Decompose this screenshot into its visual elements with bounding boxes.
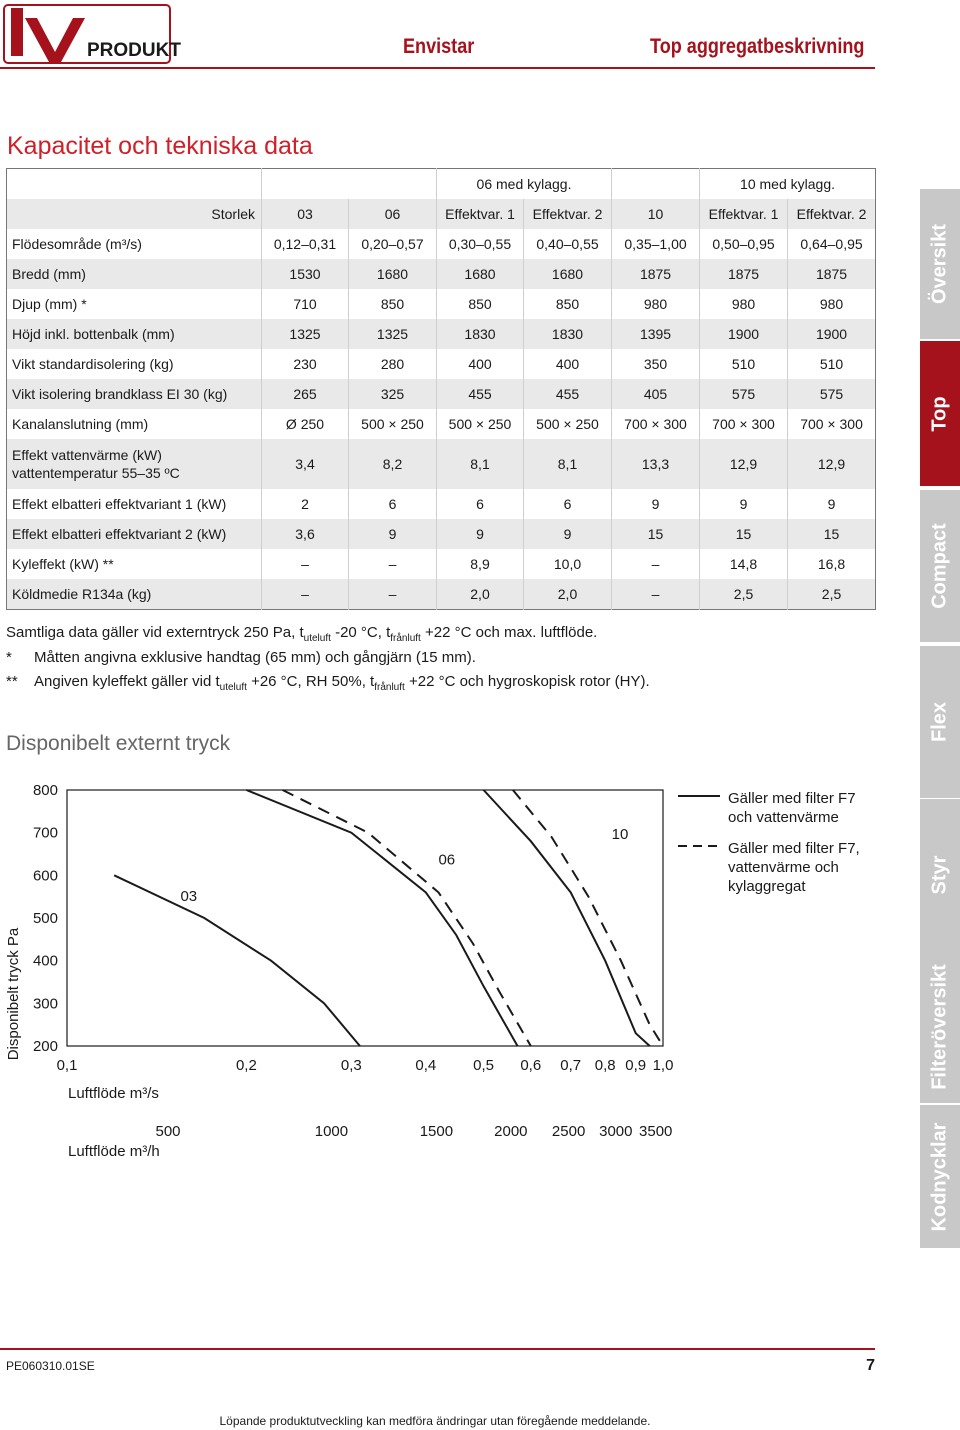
table-cell: 0,50–0,95: [700, 229, 788, 259]
row-label: Kanalanslutning (mm): [12, 416, 149, 432]
footer-rule: [0, 1348, 875, 1350]
x-tick-label: 0,2: [235, 1057, 257, 1074]
table-cell: 1900: [788, 319, 876, 349]
table-cell: 850: [524, 289, 612, 319]
table-cell: 9: [700, 489, 788, 519]
tab-label: Flex: [928, 701, 951, 743]
x2-tick-label: 500: [155, 1123, 181, 1140]
table-row: [7, 489, 876, 519]
col-header: 06: [349, 199, 437, 229]
table-cell: 2: [262, 489, 349, 519]
table-cell: 325: [349, 379, 437, 409]
note-cooling: ** Angiven kyleffekt gäller vid $t_{uteluft} +26$ °C, RH 50%, $t_{frånluft} +22$ °C och hygroskopisk rotor (HY).: [6, 673, 650, 693]
row-label: Effekt elbatteri effektvariant 1 (kW): [12, 496, 227, 512]
x2-tick-label: 1500: [419, 1123, 454, 1140]
table-cell: 1830: [437, 319, 524, 349]
tab-label: Filteröversikt: [928, 964, 951, 1090]
table-cell: 850: [349, 289, 437, 319]
table-cell: 0,30–0,55: [437, 229, 524, 259]
table-row: [7, 519, 876, 549]
tab-flex[interactable]: [920, 646, 960, 798]
table-row: [7, 409, 876, 439]
y-axis-label: Disponibelt tryck Pa: [5, 927, 22, 1061]
tab-label: Styr: [928, 855, 951, 895]
x-tick-label: 1,0: [652, 1057, 674, 1074]
page-number: 7: [866, 1357, 875, 1374]
table-cell: 230: [262, 349, 349, 379]
table-cell: 9: [349, 519, 437, 549]
table-cell: 2,5: [788, 579, 876, 610]
tab-label: Compact: [928, 523, 951, 609]
x2-tick-label: 1000: [314, 1123, 349, 1140]
table-cell: 9: [437, 519, 524, 549]
curve-label: 06: [438, 851, 456, 869]
table-cell: 8,1: [524, 439, 612, 489]
series-line-06-solid: [246, 790, 517, 1046]
table-cell: 575: [788, 379, 876, 409]
table-cell: 2,0: [524, 579, 612, 610]
table-row: [7, 259, 876, 289]
table-cell: 3,6: [262, 519, 349, 549]
page-heading: Kapacitet och tekniska data: [7, 132, 313, 160]
tab-label: Översikt: [928, 223, 951, 305]
table-cell: 1875: [700, 259, 788, 289]
x-axis-label: Luftflöde m³/s: [68, 1085, 159, 1102]
col-header: Effektvar. 2: [788, 199, 876, 229]
curve-label: 03: [180, 887, 198, 905]
y-tick-label: 700: [32, 824, 58, 842]
table-cell: 980: [788, 289, 876, 319]
disclaimer: Löpande produktutveckling kan medföra ändringar utan föregående meddelande.: [219, 1414, 651, 1428]
table-row: [7, 549, 876, 579]
note-conditions: Samtliga data gäller vid externtryck 250 Pa, $t_{uteluft}$ -20 °C, $t_{frånluft} +22$ °C och max. luftflöde.: [6, 624, 598, 644]
col-header: 03: [262, 199, 349, 229]
table-cell: 15: [612, 519, 700, 549]
table-cell: 280: [349, 349, 437, 379]
x-tick-label: 0,9: [625, 1057, 647, 1074]
x2-axis-label: Luftflöde m³/h: [68, 1143, 160, 1160]
table-row: [7, 349, 876, 379]
row-label: Vikt isolering brandklass EI 30 (kg): [7, 379, 262, 409]
row-label: Flödesområde (m³/s): [12, 236, 142, 252]
table-cell: 405: [612, 379, 700, 409]
table-cell: 980: [700, 289, 788, 319]
table-cell: 6: [437, 489, 524, 519]
table-cell: –: [349, 579, 437, 610]
table-group-header-row: [7, 169, 876, 200]
curve-label: 10: [611, 826, 629, 844]
table-cell: 850: [437, 289, 524, 319]
table-cell: 1325: [349, 319, 437, 349]
table-row: [7, 319, 876, 349]
group-header-10: 10 med kylagg.: [700, 169, 876, 200]
row-label: Effekt vattenvärme (kW) vattentemperatur 55–35 ºC: [7, 439, 262, 489]
table-cell: –: [349, 549, 437, 579]
table-cell: –: [262, 579, 349, 610]
table-cell: 1875: [788, 259, 876, 289]
table-cell: –: [262, 549, 349, 579]
table-cell: 6: [524, 489, 612, 519]
col-header: Effektvar. 2: [524, 199, 612, 229]
x-tick-label: 0,5: [473, 1057, 495, 1074]
table-cell: 10,0: [524, 549, 612, 579]
x2-tick-label: 2000: [494, 1123, 528, 1140]
table-row: [7, 229, 876, 259]
x-tick-label: 0,7: [560, 1057, 582, 1074]
x-tick-label: 0,1: [56, 1057, 78, 1074]
col-header: 10: [612, 199, 700, 229]
row-label: Höjd inkl. bottenbalk (mm): [7, 319, 262, 349]
y-tick-label: 300: [32, 995, 58, 1013]
tab-filteröversikt[interactable]: [920, 951, 960, 1103]
row-label: Effekt elbatteri effektvariant 2 (kW): [7, 519, 262, 549]
table-cell: 500 × 250: [437, 409, 524, 439]
product-title: Envistar: [403, 35, 475, 58]
table-cell: 6: [349, 489, 437, 519]
chart-legend: [678, 790, 860, 895]
table-cell: 8,2: [349, 439, 437, 489]
chart-heading: Disponibelt externt tryck: [6, 732, 231, 755]
table-cell: 350: [612, 349, 700, 379]
x2-tick-label: 2500: [551, 1123, 586, 1140]
x2-tick-label: 3000: [599, 1123, 633, 1140]
row-label: Bredd (mm): [7, 259, 262, 289]
tab-top[interactable]: [920, 341, 960, 486]
col-header-storlek: Storlek: [7, 199, 262, 229]
table-cell: 1875: [612, 259, 700, 289]
table-cell: 700 × 300: [788, 409, 876, 439]
col-header: Effektvar. 1: [700, 199, 788, 229]
header-rule: [0, 67, 875, 69]
series-line-03-solid: [114, 875, 360, 1046]
note-dimensions: * Måtten angivna exklusive handtag (65 mm) och gångjärn (15 mm).: [6, 649, 476, 666]
iv-produkt-logo: [3, 4, 181, 64]
tab-översikt[interactable]: [920, 189, 960, 339]
table-cell: 2,0: [437, 579, 524, 610]
table-cell: 9: [788, 489, 876, 519]
pressure-chart: [0, 770, 880, 1170]
plot-frame: [67, 790, 663, 1046]
table-row: [7, 579, 876, 610]
table-cell: 3,4: [262, 439, 349, 489]
series-line-10-dashed: [513, 790, 663, 1046]
table-row: [7, 379, 876, 409]
table-cell: 8,1: [437, 439, 524, 489]
table-cell: 15: [788, 519, 876, 549]
table-row: [7, 289, 876, 319]
table-cell: 0,12–0,31: [262, 229, 349, 259]
table-cell: 1680: [524, 259, 612, 289]
table-cell: 1530: [262, 259, 349, 289]
table-cell: 0,20–0,57: [349, 229, 437, 259]
tab-compact[interactable]: [920, 490, 960, 642]
table-cell: 265: [262, 379, 349, 409]
table-cell: 2,5: [700, 579, 788, 610]
x-tick-label: 0,4: [415, 1057, 437, 1074]
table-cell: 1325: [262, 319, 349, 349]
table-cell: 1900: [700, 319, 788, 349]
y-tick-label: 500: [32, 910, 58, 927]
table-cell: 500 × 250: [524, 409, 612, 439]
table-cell: 1830: [524, 319, 612, 349]
row-label: Djup (mm) *: [12, 296, 87, 312]
series-line-06-dashed: [283, 790, 531, 1046]
x2-tick-label: 3500: [639, 1123, 673, 1140]
y-tick-label: 400: [32, 952, 58, 970]
table-cell: 16,8: [788, 549, 876, 579]
table-cell: 8,9: [437, 549, 524, 579]
x-tick-label: 0,8: [594, 1057, 616, 1074]
table-cell: 700 × 300: [700, 409, 788, 439]
table-cell: 9: [524, 519, 612, 549]
section-title: Top aggregatbeskrivning: [650, 35, 865, 58]
tab-label: Top: [928, 395, 951, 432]
group-header-06: 06 med kylagg.: [437, 169, 612, 200]
table-cell: 1680: [437, 259, 524, 289]
y-tick-label: 200: [32, 1038, 58, 1055]
document-code: PE060310.01SE: [6, 1359, 95, 1373]
table-cell: 455: [437, 379, 524, 409]
table-cell: 510: [788, 349, 876, 379]
table-cell: 500 × 250: [349, 409, 437, 439]
y-tick-label: 800: [32, 782, 58, 799]
table-cell: 13,3: [612, 439, 700, 489]
table-cell: Ø 250: [262, 409, 349, 439]
row-label: Köldmedie R134a (kg): [7, 579, 262, 610]
table-cell: 700 × 300: [612, 409, 700, 439]
table-cell: 1395: [612, 319, 700, 349]
table-cell: 400: [437, 349, 524, 379]
table-cell: 710: [262, 289, 349, 319]
tab-styr[interactable]: [920, 799, 960, 951]
table-cell: 510: [700, 349, 788, 379]
legend-label: Gäller med filter F7 och vattenvärme: [728, 790, 856, 826]
y-tick-label: 600: [32, 867, 58, 885]
x-tick-label: 0,6: [520, 1057, 542, 1074]
table-column-header-row: [7, 199, 876, 229]
legend-label: Gäller med filter F7, vattenvärme och kylaggregat: [728, 840, 860, 895]
table-cell: 9: [612, 489, 700, 519]
table-cell: 12,9: [700, 439, 788, 489]
table-cell: 12,9: [788, 439, 876, 489]
table-cell: 0,40–0,55: [524, 229, 612, 259]
x-tick-label: 0,3: [340, 1057, 362, 1074]
logo-wordmark: PRODUKT: [87, 40, 181, 61]
table-cell: 455: [524, 379, 612, 409]
col-header: Effektvar. 1: [437, 199, 524, 229]
row-label: Kyleffekt (kW) **: [12, 556, 114, 572]
spec-table: [6, 168, 876, 610]
table-cell: 575: [700, 379, 788, 409]
tab-label: Kodnycklar: [928, 1122, 951, 1231]
tab-kodnycklar[interactable]: [920, 1105, 960, 1248]
row-label: Vikt standardisolering (kg): [12, 356, 174, 372]
table-cell: 15: [700, 519, 788, 549]
table-row: [7, 439, 876, 489]
table-cell: 0,64–0,95: [788, 229, 876, 259]
table-cell: –: [612, 549, 700, 579]
table-cell: 400: [524, 349, 612, 379]
table-cell: 14,8: [700, 549, 788, 579]
table-cell: 0,35–1,00: [612, 229, 700, 259]
table-cell: 1680: [349, 259, 437, 289]
table-cell: –: [612, 579, 700, 610]
table-cell: 980: [612, 289, 700, 319]
